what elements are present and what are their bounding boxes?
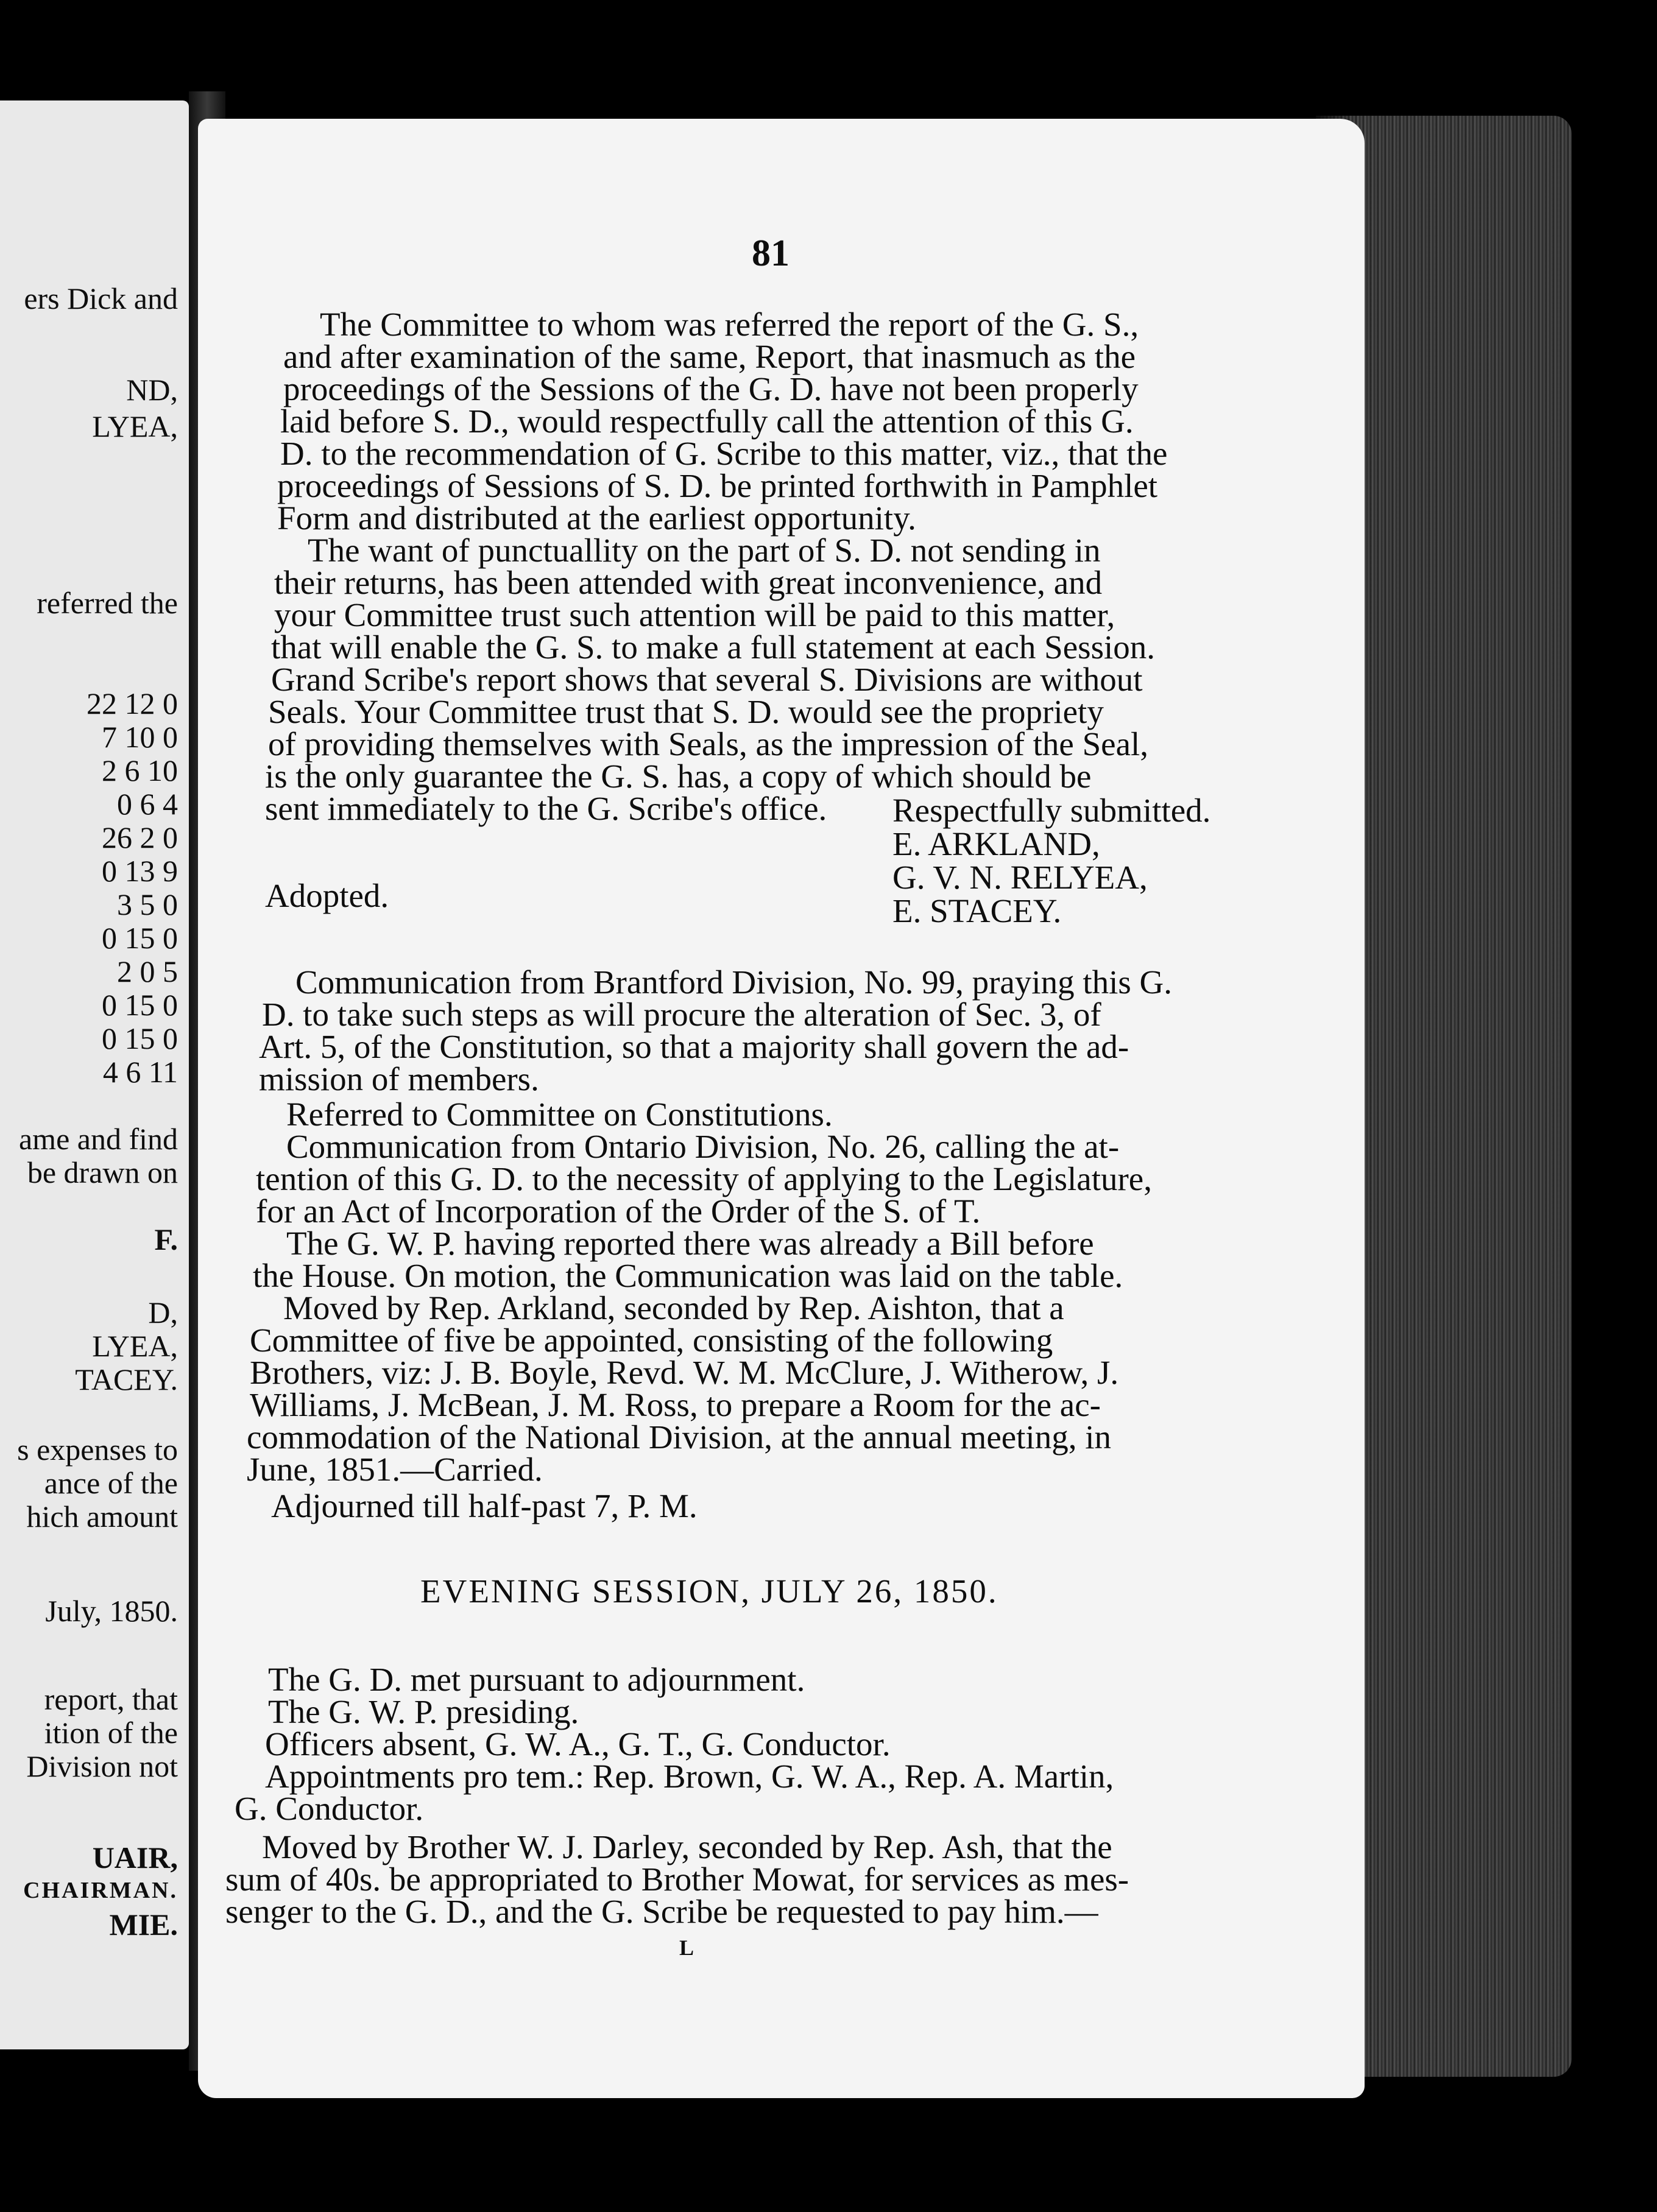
left-page-line: 2 0 5 xyxy=(117,954,178,988)
left-page-line: referred the xyxy=(37,586,178,620)
text-line: and after examination of the same, Report, that inasmuch as the xyxy=(283,338,1136,375)
text-line: is the only guarantee the G. S. has, a copy of which should be xyxy=(265,758,1092,795)
left-facing-page xyxy=(0,100,189,2049)
text-line: Form and distributed at the earliest opportunity. xyxy=(277,499,916,537)
left-page-line: ition of the xyxy=(44,1716,178,1750)
left-page-line: ND, xyxy=(126,373,178,407)
left-page-line: be drawn on xyxy=(27,1155,178,1189)
signature-line: E. ARKLAND, xyxy=(892,825,1100,862)
text-line: Brothers, viz: J. B. Boyle, Revd. W. M. McClure, J. Witherow, J. xyxy=(250,1354,1119,1391)
text-line: Grand Scribe's report shows that several S. Divisions are without xyxy=(271,661,1143,698)
text-line: sent immediately to the G. Scribe's office. xyxy=(265,790,827,827)
text-line: Appointments pro tem.: Rep. Brown, G. W. A., Rep. A. Martin, xyxy=(265,1758,1114,1795)
text-line: The G. W. P. having reported there was already a Bill before xyxy=(286,1225,1094,1262)
text-line: proceedings of the Sessions of the G. D. have not been properly xyxy=(283,370,1139,407)
text-line: G. Conductor. xyxy=(235,1790,424,1827)
text-line: Moved by Brother W. J. Darley, seconded by Rep. Ash, that the xyxy=(262,1828,1112,1865)
text-line: senger to the G. D., and the G. Scribe be requested to pay him.— xyxy=(225,1893,1098,1930)
left-page-line: 0 6 4 xyxy=(117,787,178,821)
left-page-line: 2 6 10 xyxy=(102,753,178,787)
text-line: Referred to Committee on Constitutions. xyxy=(286,1096,833,1133)
left-page-line: 0 15 0 xyxy=(102,1021,178,1055)
text-line: your Committee trust such attention will be paid to this matter, xyxy=(274,596,1115,633)
main-page xyxy=(198,119,1365,2098)
text-line: Adjourned till half-past 7, P. M. xyxy=(271,1487,698,1524)
text-line: Adopted. xyxy=(265,877,389,914)
left-page-line: D, xyxy=(148,1295,178,1330)
left-page-line: 0 15 0 xyxy=(102,988,178,1022)
text-line: Moved by Rep. Arkland, seconded by Rep. Aishton, that a xyxy=(283,1289,1064,1326)
left-page-line: MIE. xyxy=(109,1907,178,1942)
text-line: for an Act of Incorporation of the Order of the S. of T. xyxy=(256,1192,981,1230)
left-page-line: 0 13 9 xyxy=(102,854,178,888)
text-line: Williams, J. McBean, J. M. Ross, to prepare a Room for the ac- xyxy=(250,1386,1101,1423)
text-line: The want of punctuallity on the part of S. D. not sending in xyxy=(308,532,1101,569)
left-page-line: ers Dick and xyxy=(24,281,178,315)
signature-line: G. V. N. RELYEA, xyxy=(892,859,1148,896)
left-page-line: hich amount xyxy=(26,1499,178,1534)
left-page-line: 3 5 0 xyxy=(117,887,178,921)
text-line: Art. 5, of the Constitution, so that a majority shall govern the ad- xyxy=(259,1028,1129,1065)
left-page-line: TACEY. xyxy=(75,1362,178,1397)
left-page-line: July, 1850. xyxy=(45,1594,178,1628)
left-page-line: 0 15 0 xyxy=(102,921,178,955)
text-line: commodation of the National Division, at the annual meeting, in xyxy=(247,1418,1111,1456)
left-page-line: CHAIRMAN. xyxy=(23,1878,178,1903)
text-line: Respectfully submitted. xyxy=(892,792,1211,829)
left-page-line: ance of the xyxy=(44,1466,178,1500)
left-page-line: UAIR, xyxy=(92,1840,178,1875)
text-line: Communication from Brantford Division, No. 99, praying this G. xyxy=(295,963,1173,1001)
signature-line: E. STACEY. xyxy=(892,892,1062,929)
left-page-line: 22 12 0 xyxy=(87,686,178,720)
left-page-line: 7 10 0 xyxy=(102,720,178,754)
text-line: The G. W. P. presiding. xyxy=(268,1693,579,1730)
left-page-line: Division not xyxy=(26,1749,178,1783)
text-line: tention of this G. D. to the necessity of applying to the Legislature, xyxy=(256,1160,1152,1197)
text-line: the House. On motion, the Communication was laid on the table. xyxy=(253,1257,1123,1294)
left-page-line: ame and find xyxy=(18,1122,178,1156)
text-line: Committee of five be appointed, consisting of the following xyxy=(250,1322,1053,1359)
text-line: Communication from Ontario Division, No. 26, calling the at- xyxy=(286,1128,1120,1165)
text-line: proceedings of Sessions of S. D. be printed forthwith in Pamphlet xyxy=(277,467,1158,504)
text-line: June, 1851.—Carried. xyxy=(247,1451,543,1488)
text-line: Seals. Your Committee trust that S. D. would see the propriety xyxy=(268,693,1104,730)
left-page-line: 26 2 0 xyxy=(102,820,178,854)
left-page-line: s expenses to xyxy=(17,1432,178,1467)
page-number: 81 xyxy=(752,233,790,274)
text-line: their returns, has been attended with great inconvenience, and xyxy=(274,564,1103,601)
text-line: mission of members. xyxy=(259,1060,539,1097)
left-page-line: F. xyxy=(154,1222,178,1256)
signature-mark: L xyxy=(679,1936,694,1960)
left-page-line: LYEA, xyxy=(92,1329,178,1363)
text-line: sum of 40s. be appropriated to Brother Mowat, for services as mes- xyxy=(225,1861,1129,1898)
text-line: D. to take such steps as will procure the alteration of Sec. 3, of xyxy=(262,996,1101,1033)
text-line: The Committee to whom was referred the report of the G. S., xyxy=(320,306,1139,343)
left-page-line: report, that xyxy=(44,1682,178,1716)
text-line: Officers absent, G. W. A., G. T., G. Conductor. xyxy=(265,1725,891,1763)
section-heading: EVENING SESSION, JULY 26, 1850. xyxy=(420,1573,998,1610)
text-line: that will enable the G. S. to make a full statement at each Session. xyxy=(271,629,1156,666)
left-page-line: LYEA, xyxy=(92,409,178,443)
text-line: D. to the recommendation of G. Scribe to this matter, viz., that the xyxy=(280,435,1168,472)
left-page-line: 4 6 11 xyxy=(102,1055,178,1089)
text-line: of providing themselves with Seals, as the impression of the Seal, xyxy=(268,725,1149,763)
text-line: laid before S. D., would respectfully call the attention of this G. xyxy=(280,403,1134,440)
text-line: The G. D. met pursuant to adjournment. xyxy=(268,1661,805,1698)
